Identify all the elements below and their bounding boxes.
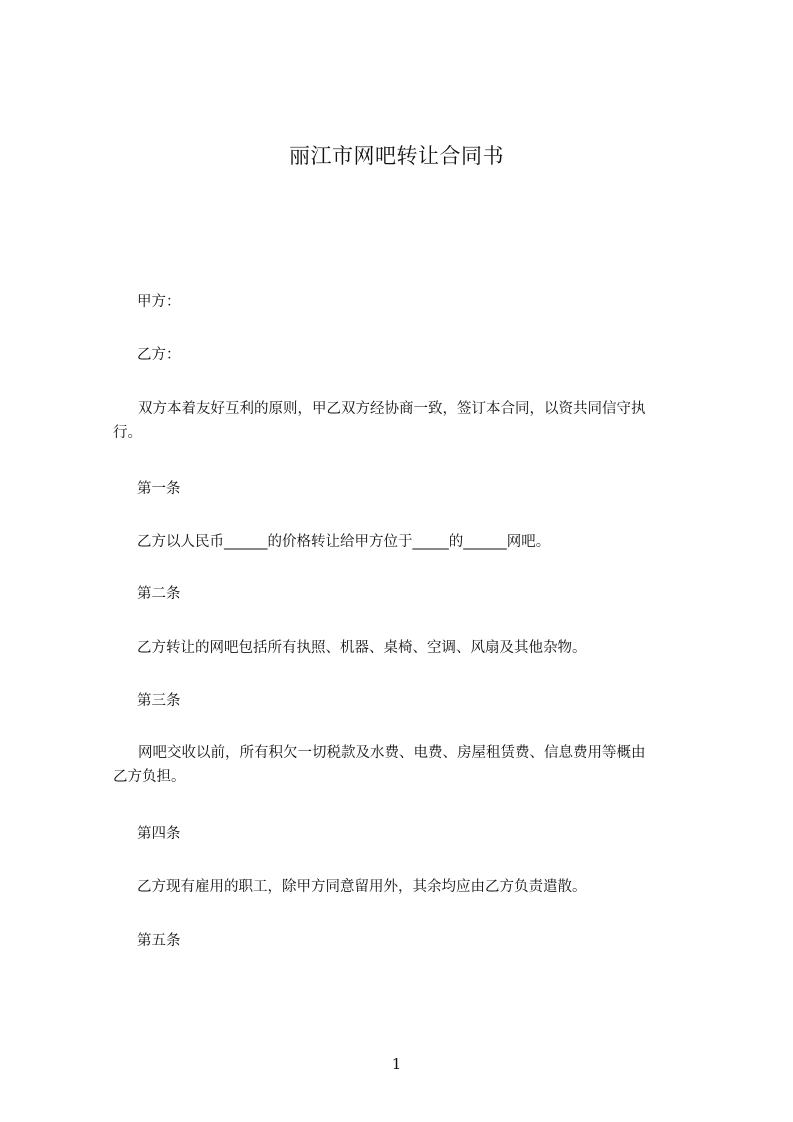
article-2-heading: 第二条 bbox=[137, 586, 181, 602]
intro-line-1: 双方本着友好互利的原则，甲乙双方经协商一致，签订本合同，以资共同信守执 bbox=[138, 401, 646, 417]
article-1-heading: 第一条 bbox=[137, 481, 181, 497]
page-number: 1 bbox=[391, 1055, 402, 1073]
article-4-text: 乙方现有雇用的职工，除甲方同意留用外，其余均应由乙方负责遣散。 bbox=[137, 879, 587, 895]
article-5-heading: 第五条 bbox=[137, 933, 181, 949]
article-3-heading: 第三条 bbox=[137, 693, 181, 709]
party-a-label: 甲方： bbox=[137, 294, 181, 310]
article-2-text: 乙方转让的网吧包括所有执照、机器、桌椅、空调、风扇及其他杂物。 bbox=[137, 640, 587, 656]
document-title: 丽江市网吧转让合同书 bbox=[289, 144, 504, 168]
article-3-paragraph bbox=[113, 741, 705, 789]
article-4-heading: 第四条 bbox=[137, 826, 181, 842]
article-3-line-1: 网吧交收以前，所有积欠一切税款及水费、电费、房屋租赁费、信息费用等概由 bbox=[138, 745, 646, 761]
intro-line-2: 行。 bbox=[113, 425, 142, 441]
intro-paragraph bbox=[113, 397, 705, 445]
article-3-line-2: 乙方负担。 bbox=[113, 769, 186, 785]
party-b-label: 乙方： bbox=[137, 347, 181, 363]
article-1-text: 乙方以人民币______的价格转让给甲方位于_____的______网吧。 bbox=[137, 534, 551, 550]
